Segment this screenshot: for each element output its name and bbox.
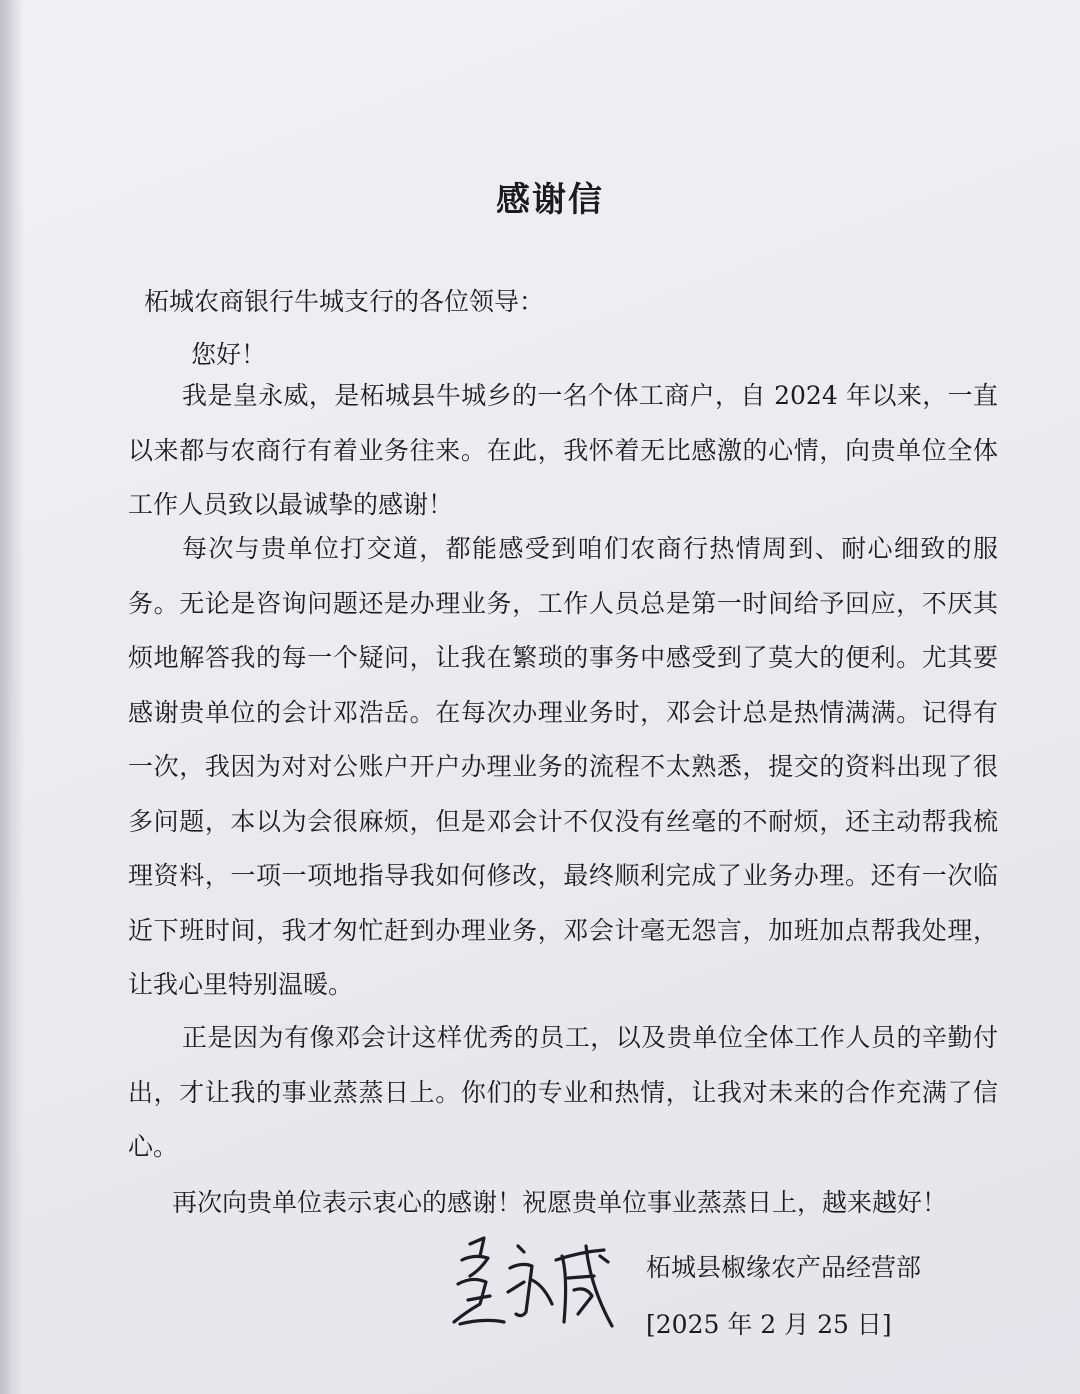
greeting: 您好！ xyxy=(191,340,267,369)
sender-organization: 柘城县椒缘农产品经营部 xyxy=(646,1253,922,1282)
paragraph-2: 每次与贵单位打交道，都能感受到咱们农商行热情周到、耐心细致的服务。无论是咨询问题还是办理业务，工作人员总是第一时间给予回应，不厌其烦地解答我的每一个疑问，让我在繁琐的事务中感受到了莫大的便利。尤其要感谢贵单位的会计邓浩岳。在每次办理业务时，邓会计总是热情满满。记得有一次，我因为对对公账户开户办理业务的流程不太熟悉，提交的资料出现了很多问题，本以为会很麻烦，但是邓会计不仅没有丝毫的不耐烦，还主动帮我梳理资料，一项一项地指导我如何修改，最终顺利完成了业务办理。还有一次临近下班时间，我才匆忙赶到办理业务，邓会计毫无怨言，加班加点帮我处理，让我心里特别温暖。 xyxy=(128,534,998,999)
salutation: 柘城农商银行牛城支行的各位领导： xyxy=(144,287,545,316)
paragraph-3: 正是因为有像邓会计这样优秀的员工，以及贵单位全体工作人员的辛勤付出，才让我的事业蒸蒸日上。你们的专业和热情，让我对未来的合作充满了信心。 xyxy=(128,1023,998,1161)
letter-title: 感谢信 xyxy=(496,180,604,220)
letter-date: [2025 年 2 月 25 日] xyxy=(646,1310,892,1339)
handwritten-signature xyxy=(440,1226,620,1336)
paragraph-1: 我是皇永威，是柘城县牛城乡的一名个体工商户，自 2024 年以来，一直以来都与农商行有着业务往来。在此，我怀着无比感激的心情，向贵单位全体工作人员致以最诚挚的感谢！ xyxy=(128,381,998,519)
closing-line: 再次向贵单位表示衷心的感谢！祝愿贵单位事业蒸蒸日上，越来越好！ xyxy=(172,1188,948,1217)
